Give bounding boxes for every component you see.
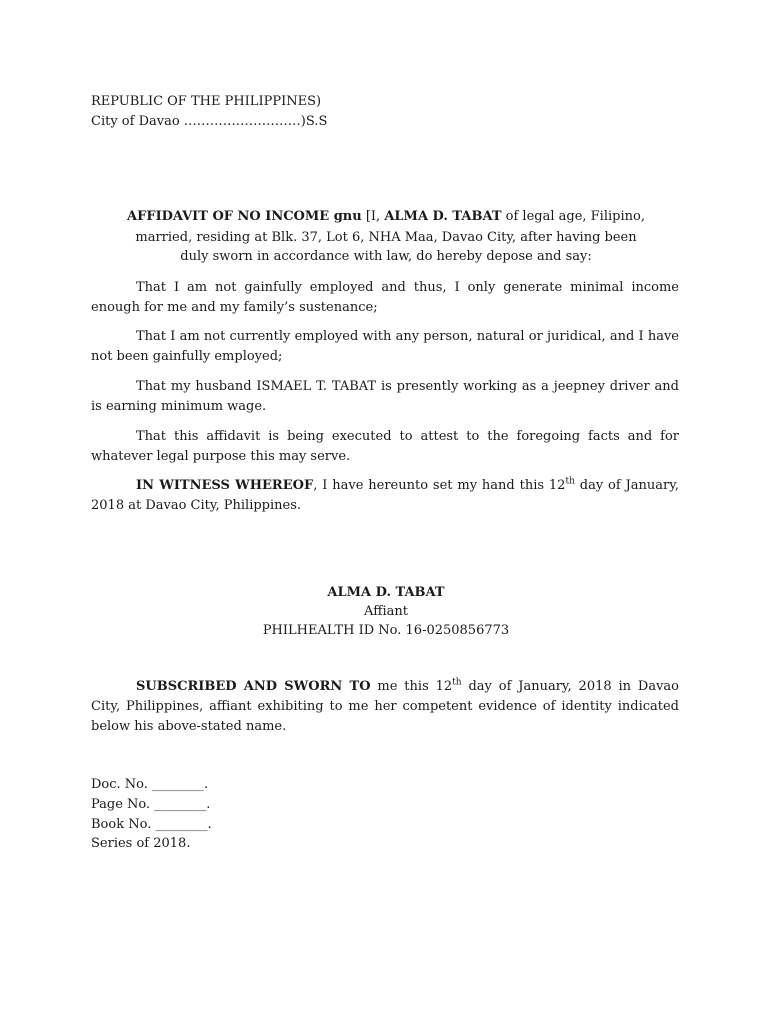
jurat-text-b: day of January, 2018 in Davao City, Philippines, affiant exhibiting to me her competent evidence of identity indicated below his above-stated name. [91, 679, 679, 734]
jurat-lead: SUBSCRIBED AND SWORN TO [136, 679, 371, 694]
intro-bracket: [I, [361, 209, 385, 224]
affidavit-title: AFFIDAVIT OF NO INCOME gnu [127, 209, 362, 224]
signature-role: Affiant [364, 604, 408, 619]
jurat-ordinal: th [452, 677, 462, 688]
jurat-clause [91, 677, 679, 737]
caption-city: City of Davao ………………………)S.S [91, 114, 328, 129]
affiant-name-inline: ALMA D. TABAT [384, 209, 502, 224]
witness-clause [91, 476, 679, 516]
paragraph-employment: That I am not gainfully employed and thus, I only generate minimal income enough for me and my family’s sustenance; [91, 280, 679, 315]
series-year: Series of 2018. [91, 836, 191, 851]
paragraph-purpose: That this affidavit is being executed to attest to the foregoing facts and for whatever legal purpose this may serve. [91, 429, 679, 464]
jurat-text-a: me this 12 [370, 679, 453, 694]
intro-line-1-rest: of legal age, Filipino, [501, 209, 645, 224]
signature-name-text: ALMA D. TABAT [327, 585, 445, 600]
intro-line-3: duly sworn in accordance with law, do hereby depose and say: [180, 249, 592, 264]
signature-name [91, 585, 681, 600]
intro-line-2: married, residing at Blk. 37, Lot 6, NHA Maa, Davao City, after having been [135, 230, 637, 245]
book-number: Book No. ________. [91, 817, 212, 832]
caption-republic: REPUBLIC OF THE PHILIPPINES) [91, 94, 322, 109]
witness-ordinal: th [565, 476, 575, 487]
doc-number: Doc. No. ________. [91, 777, 209, 792]
witness-text-b: day of January, 2018 at Davao City, Philippines. [91, 478, 679, 513]
page-number: Page No. ________. [91, 797, 211, 812]
witness-text-a: , I have hereunto set my hand this 12 [313, 478, 566, 493]
signature-id: PHILHEALTH ID No. 16-0250856773 [262, 623, 510, 638]
intro-line-1 [91, 209, 681, 224]
paragraph-not-employed: That I am not currently employed with any person, natural or juridical, and I have not been gainfully employed; [91, 329, 679, 364]
paragraph-husband: That my husband ISMAEL T. TABAT is presently working as a jeepney driver and is earning minimum wage. [91, 379, 679, 414]
witness-lead: IN WITNESS WHEREOF [136, 478, 314, 493]
